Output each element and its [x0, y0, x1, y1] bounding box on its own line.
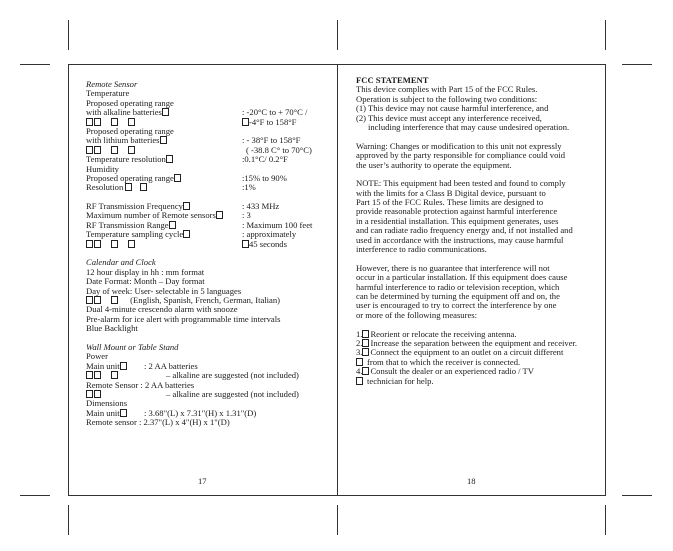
glyph-box	[86, 240, 93, 248]
max-sensors-label: Maximum number of Remote sensors	[86, 210, 216, 221]
glyph-box	[94, 371, 101, 379]
guarantee-line: can be determined by turning the equipment off and on, the	[356, 290, 560, 301]
crop-mark	[68, 20, 69, 50]
calendar-line: Blue Backlight	[86, 323, 138, 334]
crop-mark	[337, 505, 338, 535]
measure-number: 3.	[356, 347, 363, 358]
glyph-box	[356, 377, 363, 385]
remote-sensor-note: – alkaline are suggested (not included)	[166, 388, 299, 399]
remote-sensor-power: Remote Sensor : 2 AA batteries	[86, 379, 195, 390]
dim-remote: Remote sensor : 2.37"(L) x 4"(H) x 1"(D)	[86, 417, 230, 428]
sampling-row	[86, 230, 326, 239]
measure-text: technician for help.	[367, 375, 434, 386]
sampling-row-2	[86, 240, 326, 249]
calendar-line: Pre-alarm for ice alert with programmable time intervals	[86, 313, 281, 324]
glyph-box	[362, 367, 369, 375]
guarantee-line: harmful interference to radio or television reception, which	[356, 281, 560, 292]
power-label: Power	[86, 351, 108, 362]
resolution-row	[86, 183, 326, 192]
glyph-box	[120, 362, 127, 370]
measure-number: 1.	[356, 328, 363, 339]
calendar-line: 12 hour display in hh : mm format	[86, 266, 205, 277]
glyph-box	[86, 118, 93, 126]
calendar-line: Day of week: User- selectable in 5 languages	[86, 285, 242, 296]
max-sensors-value: : 3	[242, 210, 251, 221]
page-number-right: 18	[467, 476, 476, 486]
warning-line: the user’s authority to operate the equipment.	[356, 159, 512, 170]
page-border-bottom	[68, 495, 606, 496]
glyph-box	[120, 409, 127, 417]
glyph-box	[94, 118, 101, 126]
measure-4-cont	[356, 377, 606, 386]
languages-text: (English, Spanish, French, German, Italian)	[130, 294, 281, 305]
temp-resolution-label: Temperature resolution	[86, 154, 166, 165]
glyph-box	[362, 348, 369, 356]
glyph-box	[242, 240, 249, 248]
calendar-line: Dual 4-minute crescendo alarm with snooze	[86, 304, 238, 315]
crop-mark	[20, 495, 50, 496]
rf-range-value: : Maximum 100 feet	[242, 219, 313, 230]
measure-text: Consult the dealer or an experienced radio / TV	[370, 366, 534, 377]
measure-text: Connect the equipment to an outlet on a circuit different	[370, 347, 564, 358]
sampling-value-2	[242, 240, 287, 249]
calendar-heading: Calendar and Clock	[86, 257, 156, 268]
glyph-box	[111, 296, 118, 304]
alkaline-value-2-text: -4°F to 158°F	[249, 116, 297, 127]
note-line: interference to radio communications.	[356, 244, 487, 255]
glyph-box	[166, 155, 173, 163]
dimensions-label: Dimensions	[86, 398, 128, 409]
guarantee-line: user is encouraged to try to correct the interference by one	[356, 300, 557, 311]
rf-range-label: RF Transmission Range	[86, 219, 169, 230]
glyph-box	[86, 146, 93, 154]
humidity-range-value: :15% to 90%	[242, 172, 287, 183]
fcc-line: This device complies with Part 15 of the FCC Rules.	[356, 84, 538, 95]
glyph-box	[362, 330, 369, 338]
glyph-box	[169, 221, 176, 229]
measure-number: 4.	[356, 366, 363, 377]
glyph-box	[94, 240, 101, 248]
humidity-label: Humidity	[86, 163, 119, 174]
glyph-box	[128, 240, 135, 248]
crop-mark	[605, 505, 606, 535]
alkaline-label: with alkaline batteries	[86, 107, 162, 118]
lithium-value-2: ( -38.8 C° to 70°C)	[246, 144, 312, 155]
glyph-box	[111, 146, 118, 154]
range-heading-2: Proposed operating range	[86, 125, 174, 136]
range-heading: Proposed operating range	[86, 97, 174, 108]
measure-text: Reorient or relocate the receiving antenna.	[370, 328, 517, 339]
crop-mark	[622, 64, 652, 65]
crop-mark	[605, 20, 606, 50]
glyph-box	[111, 118, 118, 126]
page-spine	[337, 64, 338, 495]
glyph-box	[86, 390, 93, 398]
note-line: and can radiate radio frequency energy and, if not installed and	[356, 225, 573, 236]
warning-line: Warning: Changes or modification to this unit not expressly	[356, 140, 562, 151]
main-unit-value: : 2 AA batteries	[144, 360, 198, 371]
fcc-page	[356, 76, 606, 386]
glyph-box	[128, 118, 135, 126]
alkaline-value: : -20°C to + 70°C /	[242, 107, 308, 118]
guarantee-line: However, there is no guarantee that interference will not	[356, 262, 550, 273]
fcc-title: FCC STATEMENT	[356, 75, 429, 85]
glyph-box	[242, 118, 249, 126]
wall-mount-heading: Wall Mount or Table Stand	[86, 341, 179, 352]
glyph-box	[140, 183, 147, 191]
note-line: in a residential installation. This equipment generates, uses	[356, 215, 559, 226]
fcc-line: (1) This device may not cause harmful interference, and	[356, 103, 549, 114]
note-line: Part 15 of the FCC Rules. These limits are designed to	[356, 197, 544, 208]
glyph-box	[174, 174, 181, 182]
crop-mark	[20, 64, 50, 65]
sampling-value: : approximately	[242, 229, 297, 240]
note-line: used in accordance with the instructions, may cause harmful	[356, 234, 564, 245]
glyph-box	[111, 240, 118, 248]
humidity-range-label: Proposed operating range	[86, 172, 174, 183]
main-unit-note: – alkaline are suggested (not included)	[166, 370, 299, 381]
page-number-left: 17	[198, 476, 207, 486]
note-line: provide reasonable protection against harmful interference	[356, 206, 558, 217]
guarantee-line: occur in a particular installation. If this equipment does cause	[356, 272, 568, 283]
remote-sensor-heading: Remote Sensor	[86, 79, 138, 89]
warning-line: approved by the party responsible for compliance could void	[356, 150, 566, 161]
sampling-value-2-text: 45 seconds	[249, 238, 287, 249]
fcc-line: (2) This device must accept any interference received,	[356, 112, 542, 123]
fcc-line: including interference that may cause undesired operation.	[368, 121, 570, 132]
glyph-box	[94, 146, 101, 154]
resolution-label: Resolution	[86, 182, 124, 193]
crop-mark	[68, 505, 69, 535]
guarantee-line: or more of the following measures:	[356, 309, 477, 320]
resolution-value: :1%	[242, 182, 256, 193]
dim-main-value: : 3.68"(L) x 7.31"(H) x 1.31"(D)	[144, 407, 257, 418]
glyph-box	[94, 390, 101, 398]
dim-main-label: Main unit	[86, 407, 120, 418]
main-unit-label: Main unit	[86, 360, 120, 371]
temp-resolution-row	[86, 155, 326, 164]
spec-page	[86, 80, 326, 427]
lithium-value: : - 38°F to 158°F	[242, 135, 301, 146]
measure-number: 2.	[356, 337, 363, 348]
glyph-box	[111, 371, 118, 379]
note-line: NOTE: This equipment had been tested and found to comply	[356, 178, 566, 189]
glyph-box	[128, 146, 135, 154]
glyph-box	[183, 230, 190, 238]
glyph-box	[183, 202, 190, 210]
rf-frequency-value: : 433 MHz	[242, 201, 280, 212]
glyph-box	[94, 296, 101, 304]
measure-text: from that to which the receiver is connected.	[367, 356, 521, 367]
page-border-left	[68, 64, 69, 495]
glyph-box	[216, 211, 223, 219]
crop-mark	[337, 20, 338, 50]
glyph-box	[356, 358, 363, 366]
temp-resolution-value: :0.1°C/ 0.2°F	[242, 154, 288, 165]
glyph-box	[86, 371, 93, 379]
calendar-line: Date Format: Month – Day format	[86, 276, 205, 287]
note-line: with the limits for a Class B Digital device, pursuant to	[356, 187, 546, 198]
glyph-box	[162, 108, 169, 116]
crop-mark	[622, 495, 652, 496]
glyph-box	[362, 339, 369, 347]
glyph-box	[86, 296, 93, 304]
lithium-label: with lithium batteries	[86, 135, 160, 146]
glyph-box	[125, 183, 132, 191]
sampling-label: Temperature sampling cycle	[86, 229, 184, 240]
measure-text: Increase the separation between the equipment and receiver.	[370, 337, 578, 348]
fcc-line: Operation is subject to the following two conditions:	[356, 93, 538, 104]
rf-frequency-label: RF Transmission Frequency	[86, 201, 183, 212]
alkaline-value-2	[242, 118, 296, 127]
glyph-box	[160, 136, 167, 144]
temperature-label: Temperature	[86, 88, 130, 99]
